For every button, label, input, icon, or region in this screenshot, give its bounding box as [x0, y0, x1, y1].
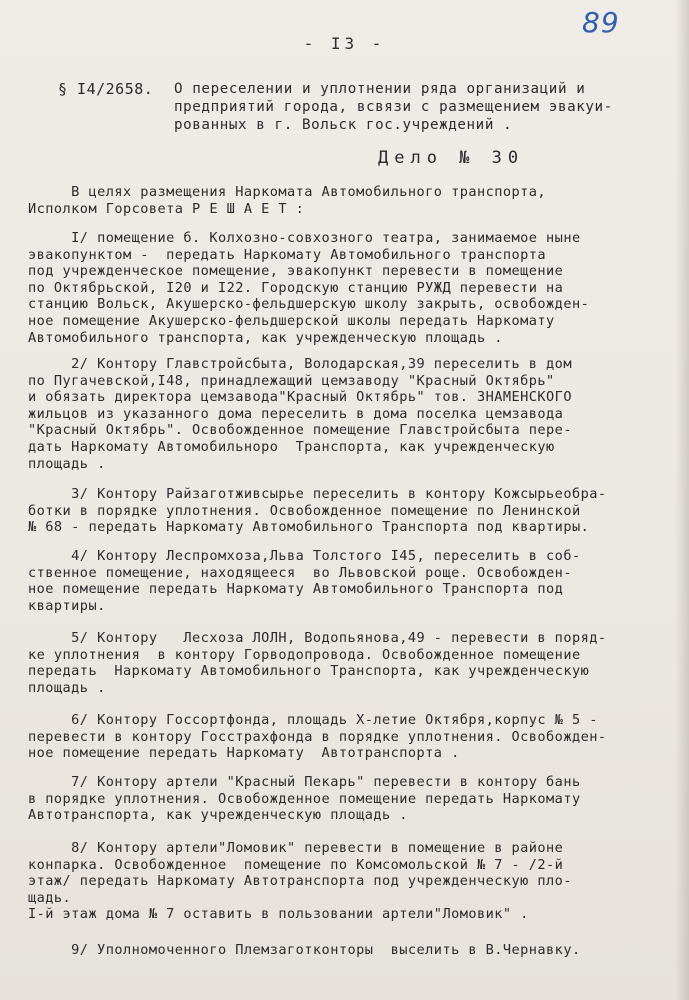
paragraph-line: I-й этаж дома № 7 оставить в пользовании артели"Ломовик" .	[28, 906, 529, 923]
paragraph-line: 7/ Контору артели "Красный Пекарь" перевести в контору бань	[28, 774, 581, 790]
paragraph-line: Автомобильного транспорта, как учрежденческую площадь .	[28, 329, 503, 346]
paragraph-4	[28, 548, 673, 614]
paragraph-line: жильцов из указанного дома переселить в дома поселка цемзавода	[28, 405, 564, 422]
paragraph-line: 2/ Контору Главстройсбыта, Володарская,39 переселить в дом	[28, 356, 572, 372]
paragraph-line: передать Наркомату Автомобильного Транспорта, как учрежденческую	[28, 663, 590, 680]
page-number: - I3 -	[303, 34, 386, 53]
paragraph-line: площадь .	[28, 679, 106, 696]
paragraph-line: 6/ Контору Госсортфонда, площадь Х-летие Октября,корпус № 5 -	[28, 712, 598, 728]
paragraph-line: 4/ Контору Леспромхоза,Льва Толстого I45, переселить в соб-	[28, 548, 581, 564]
paragraph-line: I/ помещение б. Колхозно-совхозного театра, занимаемое ныне	[28, 230, 581, 246]
paragraph-line: этаж/ передать Наркомату Автотранспорта под учрежденческую пло-	[28, 873, 572, 890]
paragraph-line: Исполком Горсовета Р Е Ш А Е Т :	[28, 200, 305, 217]
paragraph-line: перевести в контору Госстрахфонда в порядке уплотнения. Освобожден-	[28, 728, 607, 745]
handwritten-page-number: 89	[582, 6, 620, 39]
paragraph-9	[28, 942, 673, 959]
case-title: Дело № 30	[378, 148, 525, 168]
paragraph-line: эвакопунктом - передать Наркомату Автомобильного транспорта	[28, 246, 547, 263]
paragraph-line: дать Наркомату Автомобильноро Транспорта, как учрежденческую	[28, 438, 555, 455]
paragraph-line: в порядке уплотнения. Освобожденное помещение передать Наркомату	[28, 790, 581, 807]
paragraph-5	[28, 630, 673, 696]
paragraph-line: по Октябрьской, I20 и I22. Городскую станцию РУЖД перевести на	[28, 279, 564, 296]
paragraph-line: 8/ Контору артели"Ломовик" перевести в помещение в районе	[28, 840, 564, 856]
paragraph-line: ное помещение Акушерско-фельдшерской школы передать Наркомату	[28, 312, 555, 329]
heading-line: О переселении и уплотнении ряда организаций и	[174, 81, 586, 97]
paragraph-8	[28, 840, 673, 923]
paragraph-line: ственное помещение, находящееся во Львовской роще. Освобожден-	[28, 564, 572, 581]
paragraph-2	[28, 356, 673, 472]
heading-line: предприятий города, всвязи с размещением эвакуи-	[174, 99, 613, 115]
paragraph-line: 5/ Контору Лесхоза ЛОЛН, Водопьянова,49 - перевести в поряд-	[28, 630, 607, 646]
paragraph-3	[28, 486, 673, 536]
paragraph-line: ное помещение передать Наркомату Автомобильного Транспорта под	[28, 581, 564, 598]
paragraph-7	[28, 774, 673, 824]
paragraph-0	[28, 184, 673, 217]
resolution-heading	[174, 80, 664, 134]
paragraph-line: станцию Вольск, Акушерско-фельдшерскую школу закрыть, освобожден-	[28, 296, 590, 313]
paragraph-line: ке уплотнения в контору Горводопровода. Освобожденное помещение	[28, 646, 581, 663]
paragraph-line: Автотранспорта, как учрежденческую площадь .	[28, 807, 408, 824]
paragraph-line: конпарка. Освобожденное помещение по Комсомольской № 7 - /2-й	[28, 856, 564, 873]
paragraph-line: квартиры.	[28, 597, 106, 614]
paragraph-line: под учрежденческое помещение, эвакопункт перевести в помещение	[28, 263, 564, 280]
paragraph-line: "Красный Октябрь". Освобожденное помещение Главстройсбыта пере-	[28, 422, 572, 439]
paragraph-line: 9/ Уполномоченного Племзаготконторы выселить в В.Чернавку.	[28, 942, 581, 958]
heading-line: рованных в г. Вольск гос.учреждений .	[174, 117, 513, 133]
paragraph-6	[28, 712, 673, 762]
section-number: § I4/2658.	[58, 80, 154, 98]
paragraph-line: В целях размещения Наркомата Автомобильного транспорта,	[28, 184, 547, 200]
paragraph-line: ботки в порядке уплотнения. Освобожденное помещение по Ленинской	[28, 502, 581, 519]
paragraph-line: площадь .	[28, 455, 106, 472]
paragraph-line: № 68 - передать Наркомату Автомобильного Транспорта под квартиры.	[28, 519, 590, 536]
paragraph-line: щадь.	[28, 889, 72, 906]
paragraph-line: по Пугачевской,I48, принадлежащий цемзаводу "Красный Октябрь"	[28, 372, 555, 389]
paragraph-line: 3/ Контору Райзаготживсырье переселить в контору Кожсырьеобра-	[28, 486, 607, 502]
paragraph-1	[28, 230, 673, 346]
paragraph-line: ное помещение передать Наркомату Автотранспорта .	[28, 745, 460, 762]
paragraph-line: и обязать директора цемзавода"Красный Октябрь" тов. ЗНАМЕНСКОГО	[28, 389, 572, 406]
